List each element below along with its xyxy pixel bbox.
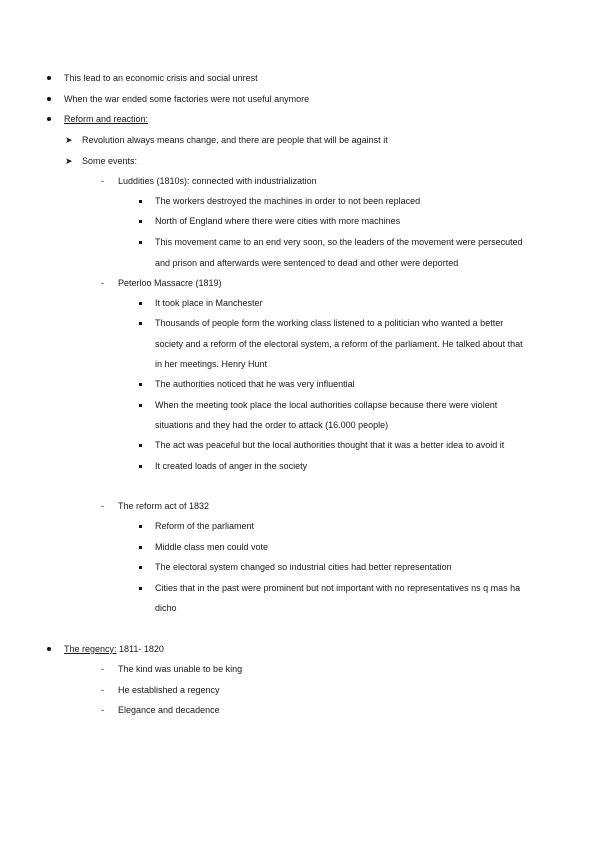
bullet-dot-icon [47, 76, 51, 80]
event-point: It took place in Manchester [155, 298, 263, 308]
arrow-item-1: Revolution always means change, and there are people that will be against it [82, 135, 388, 145]
arrow-bullet-icon: ➤ [65, 135, 73, 145]
event-point-cont: situations and they had the order to attack (16.000 people) [155, 420, 389, 430]
event-point: This movement came to an end very soon, so the leaders of the movement were persecuted [155, 237, 523, 247]
arrow-item-2: Some events: [82, 156, 138, 166]
square-bullet-icon [139, 220, 142, 223]
regency-heading [64, 643, 164, 655]
event-point-cont: and prison and afterwards were sentenced to dead and other were deported [155, 258, 459, 268]
event-point: Middle class men could vote [155, 542, 269, 552]
square-bullet-icon [139, 302, 142, 305]
top-bullet-2: When the war ended some factories were not useful anymore [64, 94, 310, 104]
top-bullet-1: This lead to an economic crisis and social unrest [64, 73, 258, 83]
event-title: Peterloo Massacre (1819) [118, 278, 222, 288]
square-bullet-icon [139, 200, 142, 203]
event-point: The authorities noticed that he was very influential [155, 379, 355, 389]
regency-item: The kind was unable to be king [118, 664, 243, 674]
square-bullet-icon [139, 546, 142, 549]
square-bullet-icon [139, 241, 142, 244]
bullet-dot-icon [47, 117, 51, 121]
square-bullet-icon [139, 383, 142, 386]
square-bullet-icon [139, 444, 142, 447]
square-bullet-icon [139, 566, 142, 569]
regency-title: The regency: [64, 644, 117, 654]
dash-icon: - [101, 664, 104, 674]
event-title: Luddities (1810s): connected with industrialization [118, 176, 317, 186]
event-point: The workers destroyed the machines in order to not been replaced [155, 196, 421, 206]
event-point: When the meeting took place the local authorities collapse because there were violent [155, 400, 498, 410]
event-point: North of England where there were cities with more machines [155, 216, 401, 226]
event-title: The reform act of 1832 [118, 501, 210, 511]
arrow-bullet-icon: ➤ [65, 156, 73, 166]
event-point: Reform of the parliament [155, 521, 255, 531]
event-point-cont: dicho [155, 603, 177, 613]
dash-icon: - [101, 278, 104, 288]
regency-item: He established a regency [118, 685, 220, 695]
event-point: It created loads of anger in the society [155, 461, 308, 471]
bullet-dot-icon [47, 97, 51, 101]
square-bullet-icon [139, 587, 142, 590]
event-point: Cities that in the past were prominent but not important with no representatives ns q mas ha [155, 583, 521, 593]
dash-icon: - [101, 176, 104, 186]
regency-years: 1811- 1820 [116, 644, 164, 654]
dash-icon: - [101, 685, 104, 695]
event-point: The electoral system changed so industrial cities had better representation [155, 562, 452, 572]
event-point: The act was peaceful but the local authorities thought that it was a better idea to avoid it [155, 440, 505, 450]
event-point-cont: society and a reform of the electoral system, a reform of the parliament. He talked about that [155, 339, 523, 349]
square-bullet-icon [139, 465, 142, 468]
square-bullet-icon [139, 525, 142, 528]
square-bullet-icon [139, 404, 142, 407]
event-point-cont: in her meetings. Henry Hunt [155, 359, 268, 369]
dash-icon: - [101, 501, 104, 511]
reform-heading: Reform and reaction: [64, 114, 149, 124]
regency-item: Elegance and decadence [118, 705, 220, 715]
bullet-dot-icon [47, 647, 51, 651]
event-point: Thousands of people form the working class listened to a politician who wanted a better [155, 318, 504, 328]
square-bullet-icon [139, 322, 142, 325]
dash-icon: - [101, 705, 104, 715]
